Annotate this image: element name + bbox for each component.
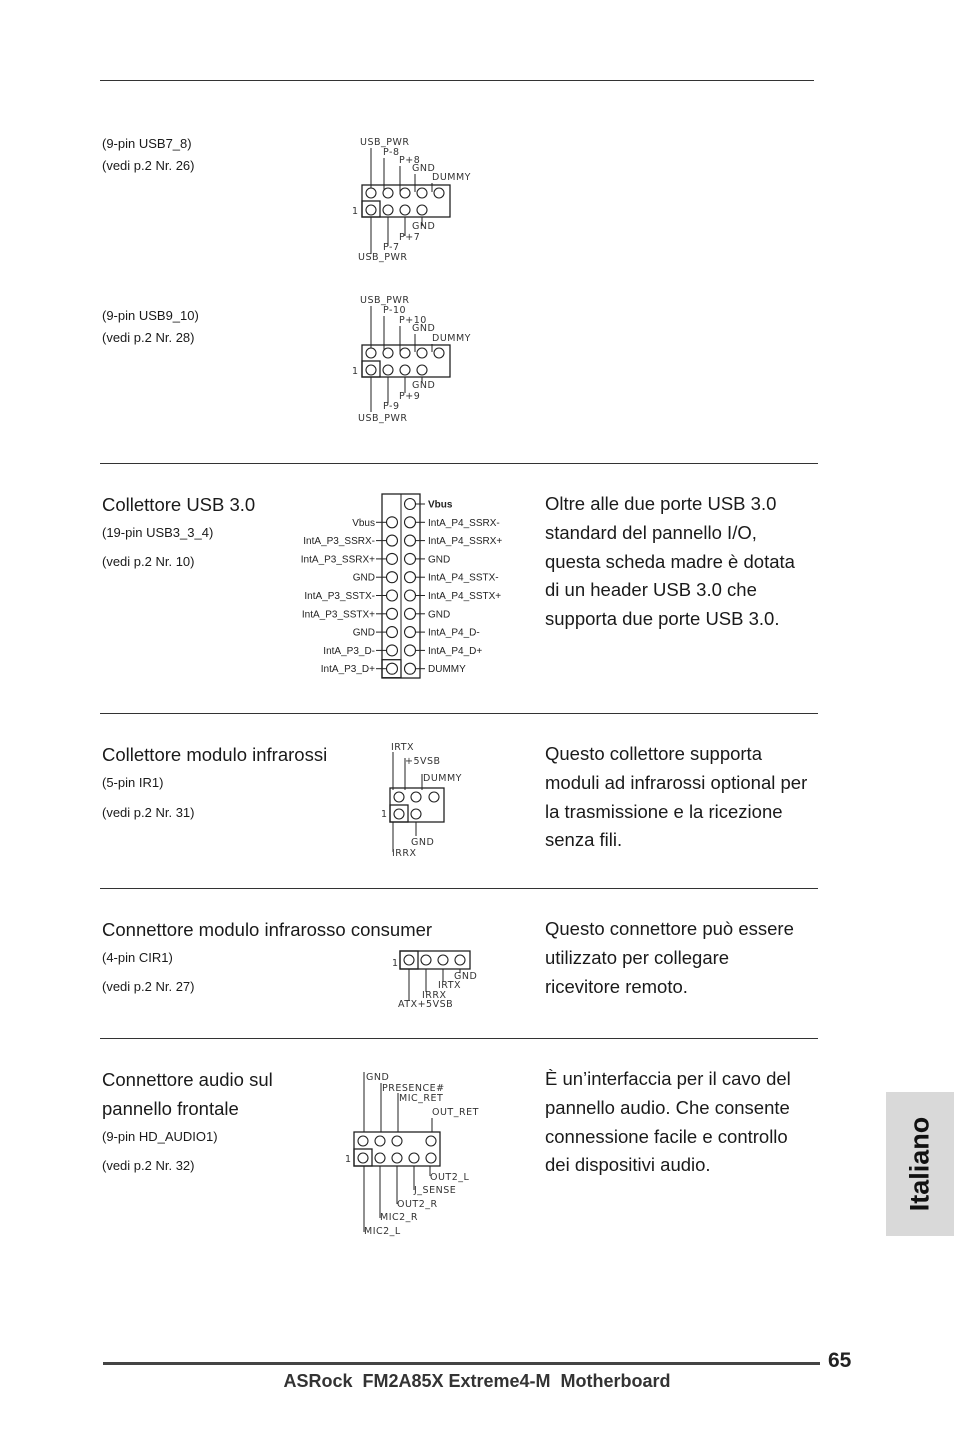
usb910-label-usb-pwr-top: USB_PWR — [360, 295, 410, 306]
usb910-pin1: 1 — [352, 366, 359, 377]
usb3-right-pin-label: IntA_P4_D- — [428, 627, 480, 639]
audio-header-diagram — [340, 1068, 490, 1238]
ir-label-5vsb: +5VSB — [405, 756, 441, 767]
usb3-reference: (vedi p.2 Nr. 10) — [102, 554, 195, 569]
ir-title: Collettore modulo infrarossi — [102, 744, 328, 765]
audio-pin1: 1 — [345, 1154, 352, 1165]
audio-desc-line-2: pannello audio. Che consente — [545, 1096, 790, 1118]
cir-label-irtx: IRTX — [438, 980, 462, 991]
audio-desc-line-3: connessione facile e controllo — [545, 1125, 788, 1147]
usb3-pin-count: (19-pin USB3_3_4) — [102, 525, 214, 540]
usb3-right-pin — [405, 499, 416, 510]
divider-2 — [100, 713, 818, 714]
usb78-label-usb-pwr-bottom: USB_PWR — [358, 252, 408, 263]
cir-header-diagram — [388, 946, 488, 1010]
audio-label-gnd: GND — [366, 1072, 390, 1083]
usb910-label-p-9: P-9 — [383, 401, 400, 412]
usb3-left-pin-label: IntA_P3_SSTX- — [304, 591, 375, 602]
audio-desc-line-1: È un’interfaccia per il cavo del — [545, 1068, 791, 1089]
usb3-left-pin — [387, 663, 398, 674]
ir-description — [545, 740, 825, 855]
audio-label-j-sense: J_SENSE — [414, 1185, 457, 1196]
usb3-right-pin — [405, 663, 416, 674]
ir-label-irtx: IRTX — [391, 742, 415, 753]
usb910-label-gnd-top: GND — [412, 323, 436, 334]
cir-desc-line-3: ricevitore remoto. — [545, 975, 688, 997]
usb78-header-diagram — [340, 130, 500, 265]
usb3-left-pin — [387, 517, 398, 528]
usb3-desc-line-1: Oltre alle due porte USB 3.0 — [545, 493, 777, 514]
ir-reference: (vedi p.2 Nr. 31) — [102, 805, 195, 820]
cir-label-atx5vsb: ATX+5VSB — [398, 999, 454, 1010]
usb3-header-diagram — [285, 492, 535, 682]
usb3-description — [545, 490, 825, 634]
usb3-left-pin — [387, 608, 398, 619]
divider-4 — [100, 1038, 818, 1039]
usb3-left-pin — [387, 553, 398, 564]
usb910-reference: (vedi p.2 Nr. 28) — [102, 330, 195, 345]
usb78-label-dummy: DUMMY — [432, 172, 471, 183]
audio-desc-line-4: dei dispositivi audio. — [545, 1154, 711, 1176]
footer-product-name: ASRock FM2A85X Extreme4-M Motherboard — [283, 1371, 671, 1391]
cir-reference: (vedi p.2 Nr. 27) — [102, 979, 195, 994]
usb3-desc-line-3: questa scheda madre è dotata — [545, 550, 795, 572]
audio-label-out2-l: OUT2_L — [430, 1172, 470, 1183]
ir-desc-line-1: Questo collettore supporta — [545, 743, 762, 764]
usb3-left-pin — [387, 627, 398, 638]
usb78-label-gnd-top: GND — [412, 163, 436, 174]
ir-desc-line-4: senza fili. — [545, 829, 623, 851]
usb3-left-pin-label: IntA_P3_SSRX+ — [300, 554, 375, 566]
divider-1 — [100, 463, 818, 464]
usb3-desc-line-2: standard del pannello I/O, — [545, 521, 757, 543]
usb3-right-pin — [405, 627, 416, 638]
ir-pin-count: (5-pin IR1) — [102, 775, 164, 790]
footer-rule — [103, 1362, 820, 1365]
usb3-right-pin-label: GND — [428, 554, 451, 566]
usb3-left-pin — [387, 572, 398, 583]
usb78-label-p-8: P-8 — [383, 147, 400, 158]
usb3-left-pin-label: IntA_P3_D+ — [320, 664, 375, 676]
usb3-right-pin-label: IntA_P4_SSTX- — [428, 572, 499, 584]
cir-label-irrx: IRRX — [422, 990, 447, 1001]
usb3-left-pin-label: GND — [352, 627, 375, 639]
usb3-right-pin — [405, 572, 416, 583]
usb78-label-p-7: P-7 — [383, 242, 400, 253]
usb3-right-pin-label: GND — [428, 609, 451, 621]
audio-label-presence: PRESENCE# — [382, 1083, 445, 1094]
ir-pin1: 1 — [381, 809, 388, 820]
usb3-right-pin-label: DUMMY — [428, 664, 466, 676]
ir-label-irrx: IRRX — [392, 848, 417, 859]
usb3-right-pin-label: IntA_P4_D+ — [428, 645, 483, 657]
usb910-label-p-plus-10: P+10 — [399, 315, 427, 326]
usb3-right-pin — [405, 535, 416, 546]
usb78-label-gnd-bottom: GND — [412, 221, 436, 232]
usb3-title: Collettore USB 3.0 — [102, 494, 256, 515]
cir-description — [545, 915, 825, 1001]
ir-desc-line-2: moduli ad infrarossi optional per — [545, 771, 808, 793]
usb3-left-pin-label: IntA_P3_SSRX- — [303, 536, 375, 548]
usb78-label-p-plus-7: P+7 — [399, 232, 421, 243]
usb910-label-p-plus-9: P+9 — [399, 391, 421, 402]
audio-label-mic2-l: MIC2_L — [364, 1226, 401, 1237]
audio-label-mic-ret: MIC_RET — [399, 1093, 444, 1104]
ir-header-diagram — [378, 740, 478, 862]
usb3-right-pin — [405, 590, 416, 601]
usb3-left-pin-label: IntA_P3_D- — [323, 645, 375, 657]
usb3-left-pin — [387, 535, 398, 546]
usb3-left-pin — [387, 590, 398, 601]
usb3-right-pin — [405, 645, 416, 656]
usb3-desc-line-4: di un header USB 3.0 che — [545, 579, 757, 601]
audio-reference: (vedi p.2 Nr. 32) — [102, 1158, 195, 1173]
ir-label-gnd: GND — [411, 837, 435, 848]
usb910-label-usb-pwr-bottom: USB_PWR — [358, 413, 408, 424]
cir-desc-line-2: utilizzato per collegare — [545, 946, 730, 968]
cir-label-gnd: GND — [454, 971, 478, 982]
top-rule — [100, 80, 814, 81]
usb910-label-p-10: P-10 — [383, 305, 407, 316]
usb3-right-pin — [405, 608, 416, 619]
audio-label-out-ret: OUT_RET — [432, 1107, 479, 1118]
page-number: 65 — [828, 1349, 852, 1372]
usb910-label-dummy: DUMMY — [432, 333, 471, 344]
usb3-right-pin-label: IntA_P4_SSTX+ — [428, 591, 502, 602]
cir-desc-line-1: Questo connettore può essere — [545, 918, 794, 939]
audio-title-line-1: Connettore audio sul — [102, 1069, 273, 1090]
usb3-right-pin-label: Vbus — [428, 499, 453, 511]
usb910-label-gnd-bottom: GND — [412, 380, 436, 391]
audio-description — [545, 1065, 825, 1180]
usb910-header-diagram — [340, 290, 500, 425]
usb78-label-usb-pwr-top: USB_PWR — [360, 137, 410, 148]
usb3-right-pin-label: IntA_P4_SSRX+ — [428, 536, 503, 548]
usb3-left-pin-label: Vbus — [352, 517, 375, 529]
audio-title-line-2: pannello frontale — [102, 1098, 239, 1119]
usb78-pin1: 1 — [352, 206, 359, 217]
ir-desc-line-3: la trasmissione e la ricezione — [545, 800, 783, 822]
usb3-right-pin — [405, 517, 416, 528]
audio-label-out2-r: OUT2_R — [397, 1199, 438, 1210]
audio-pin-count: (9-pin HD_AUDIO1) — [102, 1129, 218, 1144]
language-side-tab — [886, 1092, 954, 1236]
cir-pin1: 1 — [392, 958, 399, 969]
usb3-left-pin-label: GND — [352, 572, 375, 584]
usb78-label-p-plus-8: P+8 — [399, 155, 421, 166]
cir-title: Connettore modulo infrarosso consumer — [102, 919, 433, 940]
divider-3 — [100, 888, 818, 889]
language-tab-label: Italiano — [904, 1116, 935, 1212]
usb3-desc-line-5: supporta due porte USB 3.0. — [545, 608, 780, 630]
usb78-reference: (vedi p.2 Nr. 26) — [102, 158, 195, 173]
usb3-left-pin — [387, 645, 398, 656]
audio-label-mic2-r: MIC2_R — [380, 1212, 419, 1223]
usb3-right-pin — [405, 553, 416, 564]
cir-pin-count: (4-pin CIR1) — [102, 950, 173, 965]
usb78-pin-count: (9-pin USB7_8) — [102, 136, 192, 151]
usb3-right-pin-label: IntA_P4_SSRX- — [428, 517, 500, 529]
usb3-left-pin-label: IntA_P3_SSTX+ — [301, 609, 375, 621]
ir-label-dummy: DUMMY — [423, 773, 462, 784]
usb910-pin-count: (9-pin USB9_10) — [102, 308, 199, 323]
